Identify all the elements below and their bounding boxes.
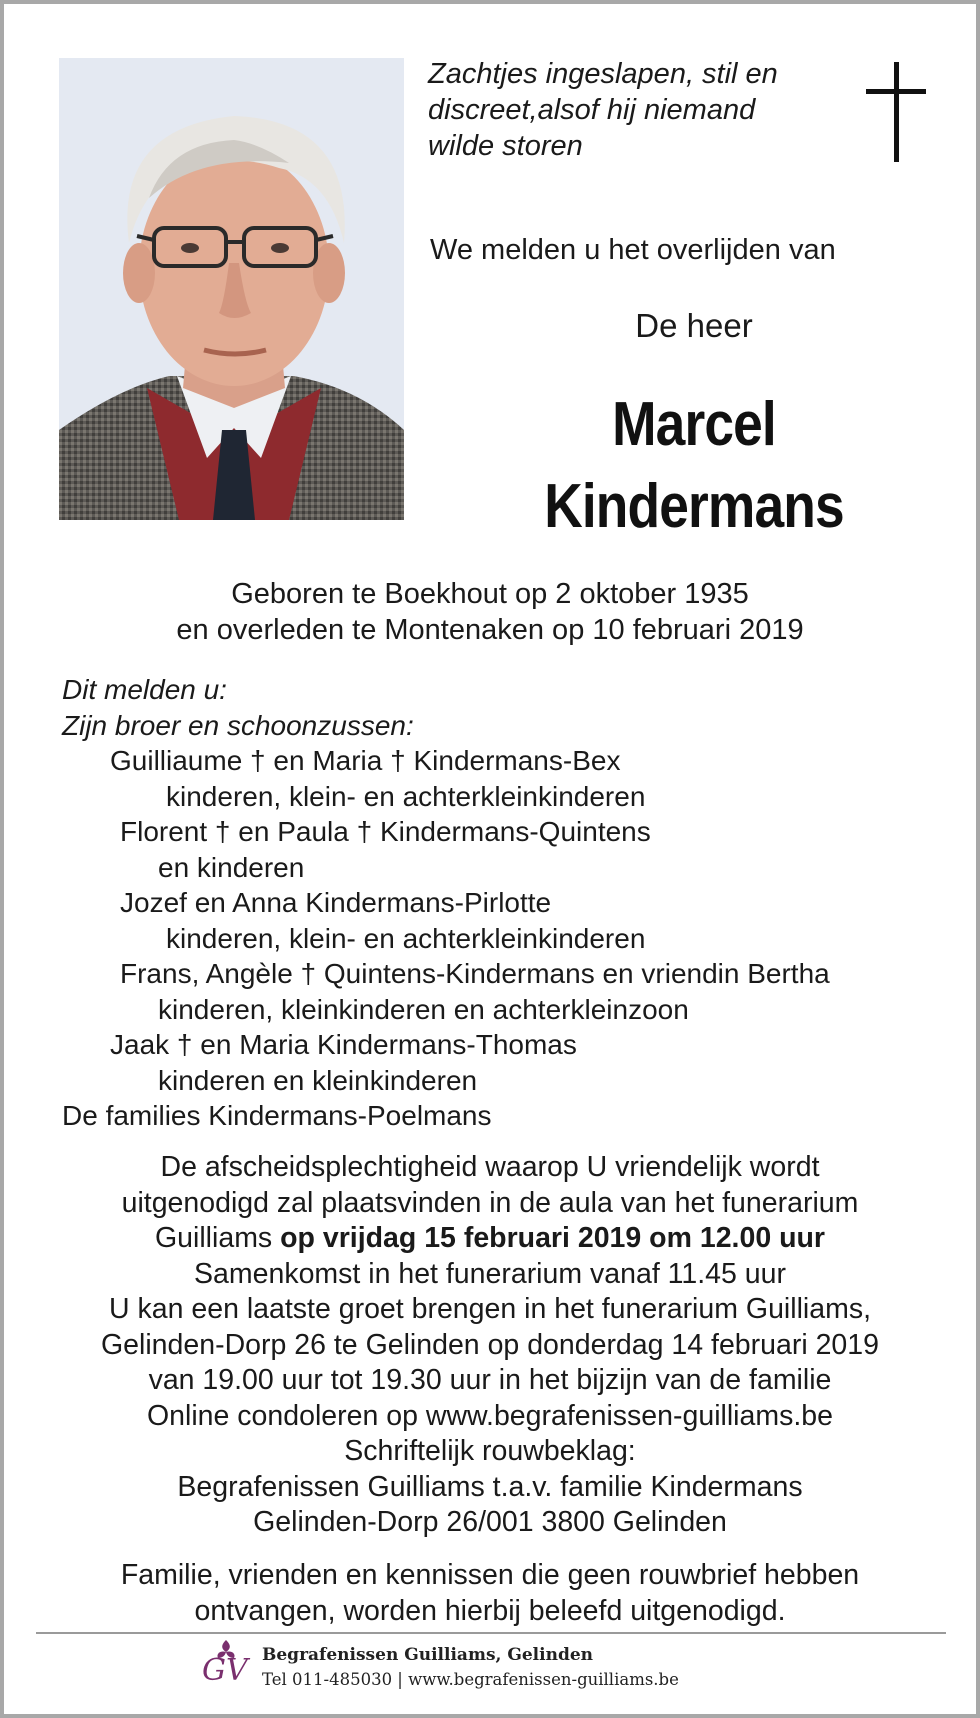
family-entry-descendants: kinderen, kleinkinderen en achterkleinzoon bbox=[158, 993, 689, 1025]
poem-line: discreet,alsof hij niemand bbox=[428, 94, 756, 126]
life-dates bbox=[4, 576, 976, 648]
family-group-label: Zijn broer en schoonzussen: bbox=[62, 709, 414, 741]
family-list bbox=[62, 672, 942, 1134]
closing-note bbox=[4, 1557, 976, 1629]
ceremony-date: op vrijdag 15 februari 2019 om 12.00 uur bbox=[280, 1222, 825, 1254]
deceased-name bbox=[504, 384, 884, 548]
ceremony-line: Samenkomst in het funerarium vanaf 11.45 uur bbox=[194, 1257, 786, 1290]
honorific: De heer bbox=[635, 307, 753, 344]
funeral-home-logo bbox=[196, 1636, 256, 1694]
logo-letters: GV bbox=[202, 1653, 248, 1688]
cross-icon bbox=[866, 62, 926, 164]
ceremony-line: Gelinden-Dorp 26 te Gelinden op donderdag 14 februari 2019 bbox=[101, 1328, 879, 1361]
family-intro: Dit melden u: bbox=[62, 674, 227, 705]
family-entry-name: Frans, Angèle † Quintens-Kindermans en vriendin Bertha bbox=[120, 958, 830, 989]
family-entry-descendants: kinderen, klein- en achterkleinkinderen bbox=[166, 780, 646, 812]
ceremony-info bbox=[4, 1150, 976, 1541]
ceremony-line: U kan een laatste groet brengen in het funerarium Guilliams, bbox=[109, 1293, 871, 1325]
family-entry-name: Florent † en Paula † Kindermans-Quintens bbox=[120, 816, 651, 847]
ceremony-date-line bbox=[4, 1221, 976, 1257]
last-name: Kindermans bbox=[544, 472, 844, 541]
poem bbox=[428, 56, 848, 164]
announcement: We melden u het overlijden van bbox=[430, 234, 836, 266]
families-line: De families Kindermans-Poelmans bbox=[62, 1100, 492, 1131]
ceremony-line-prefix: Guilliams bbox=[155, 1222, 273, 1254]
first-name: Marcel bbox=[612, 390, 776, 459]
poem-line: Zachtjes ingeslapen, stil en bbox=[428, 58, 778, 90]
poem-line: wilde storen bbox=[428, 130, 583, 162]
ceremony-line: Begrafenissen Guilliams t.a.v. familie Kindermans bbox=[177, 1470, 803, 1503]
ceremony-line: uitgenodigd zal plaatsvinden in de aula van het funerarium bbox=[121, 1186, 859, 1219]
portrait-illustration bbox=[59, 58, 404, 520]
divider bbox=[36, 1632, 946, 1634]
family-entry-descendants: en kinderen bbox=[158, 851, 305, 883]
family-entry-name: Jozef en Anna Kindermans-Pirlotte bbox=[120, 887, 552, 918]
logo-mark bbox=[196, 1636, 256, 1694]
family-entry-name: Guilliaume † en Maria † Kindermans-Bex bbox=[110, 745, 621, 776]
ceremony-line: Gelinden-Dorp 26/001 3800 Gelinden bbox=[253, 1506, 727, 1538]
ceremony-line: Schriftelijk rouwbeklag: bbox=[344, 1435, 636, 1467]
funeral-home-contact: Tel 011-485030 | www.begrafenissen-guilliams.be bbox=[262, 1670, 679, 1689]
family-entry-descendants: kinderen en kleinkinderen bbox=[158, 1064, 478, 1096]
ceremony-line: De afscheidsplechtigheid waarop U vriendelijk wordt bbox=[160, 1151, 820, 1183]
family-entry-name: Jaak † en Maria Kindermans-Thomas bbox=[110, 1029, 577, 1060]
funeral-home-name: Begrafenissen Guilliams, Gelinden bbox=[262, 1645, 594, 1665]
family-entry-descendants: kinderen, klein- en achterkleinkinderen bbox=[166, 922, 646, 954]
death-line: en overleden te Montenaken op 10 februari 2019 bbox=[176, 614, 804, 646]
closing-line: ontvangen, worden hierbij beleefd uitgenodigd. bbox=[194, 1595, 786, 1627]
birth-line: Geboren te Boekhout op 2 oktober 1935 bbox=[231, 578, 749, 610]
ceremony-line: Online condoleren op www.begrafenissen-guilliams.be bbox=[147, 1399, 833, 1432]
closing-line: Familie, vrienden en kennissen die geen rouwbrief hebben bbox=[120, 1559, 860, 1591]
portrait-photo bbox=[59, 58, 404, 520]
ceremony-line: van 19.00 uur tot 19.30 uur in het bijzijn van de familie bbox=[148, 1364, 832, 1396]
